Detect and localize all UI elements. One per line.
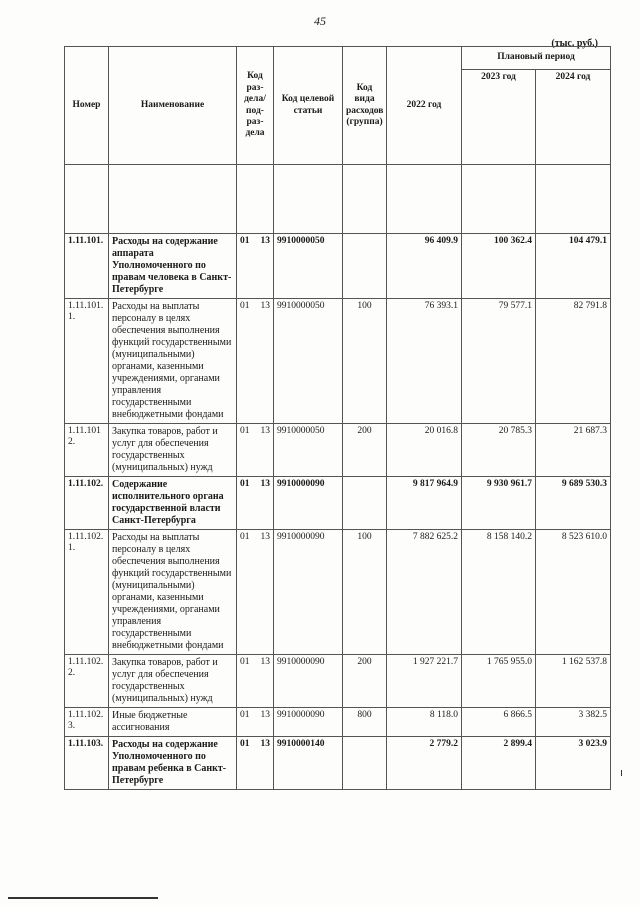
table-body [65,234,611,790]
row-number: 1.11.103. [65,737,109,790]
budget-table [64,46,611,790]
section-code: 01 [240,657,250,667]
section-code: 01 [240,739,250,749]
row-name: Расходы на выплаты персоналу в целях обеспечения выполнения функций государственными (муниципальными) органами, казенными учреждениями, органами управления государственными внебюджетными фондами [109,299,237,424]
row-target-code: 9910000090 [274,708,343,737]
subsection-code: 13 [260,739,270,749]
table-row [65,655,611,708]
row-amount-2023: 2 899.4 [462,737,536,790]
row-section-code [237,234,274,299]
row-expense-type: 100 [343,299,387,424]
row-target-code: 9910000090 [274,655,343,708]
section-code: 01 [240,532,250,542]
row-amount-2022: 76 393.1 [387,299,462,424]
table-row [65,530,611,655]
row-amount-2024: 104 479.1 [536,234,611,299]
table-row [65,234,611,299]
col-header-planned-period: Плановый период [462,47,611,70]
row-section-code [237,737,274,790]
subsection-code: 13 [260,426,270,436]
col-header-section: Код раз-дела/ под-раз-дела [237,47,274,165]
row-number: 1.11.102. 2. [65,655,109,708]
row-section-code [237,708,274,737]
section-code: 01 [240,479,250,489]
row-name: Иные бюджетные ассигнования [109,708,237,737]
row-name: Содержание исполнительного органа государственной власти Санкт-Петербурга [109,477,237,530]
row-amount-2022: 8 118.0 [387,708,462,737]
row-amount-2023: 100 362.4 [462,234,536,299]
row-expense-type [343,477,387,530]
row-expense-type: 800 [343,708,387,737]
row-name: Расходы на содержание Уполномоченного по правам ребенка в Санкт-Петербурге [109,737,237,790]
header-row-top [65,47,611,70]
table-row [65,477,611,530]
row-amount-2024: 3 382.5 [536,708,611,737]
row-amount-2022: 96 409.9 [387,234,462,299]
subsection-code: 13 [260,532,270,542]
row-expense-type: 200 [343,424,387,477]
page-number: 45 [314,14,326,28]
row-amount-2023: 8 158 140.2 [462,530,536,655]
row-amount-2022: 1 927 221.7 [387,655,462,708]
unit-note: (тыс. руб.) [551,38,598,49]
row-amount-2022: 2 779.2 [387,737,462,790]
row-number: 1.11.101. 1. [65,299,109,424]
row-amount-2024: 3 023.9 [536,737,611,790]
row-amount-2023: 9 930 961.7 [462,477,536,530]
row-name: Расходы на выплаты персоналу в целях обеспечения выполнения функций государственными (муниципальными) органами, казенными учреждениями, органами управления государственными внебюджетными фондами [109,530,237,655]
subsection-code: 13 [260,236,270,246]
table-row [65,299,611,424]
row-section-code [237,655,274,708]
row-target-code: 9910000050 [274,299,343,424]
row-amount-2024: 9 689 530.3 [536,477,611,530]
margin-mark [621,770,622,776]
row-amount-2024: 21 687.3 [536,424,611,477]
subsection-code: 13 [260,479,270,489]
row-amount-2023: 6 866.5 [462,708,536,737]
row-target-code: 9910000050 [274,424,343,477]
row-expense-type: 100 [343,530,387,655]
row-expense-type [343,234,387,299]
col-header-2023: 2023 год [462,70,536,165]
row-amount-2022: 20 016.8 [387,424,462,477]
row-amount-2023: 1 765 955.0 [462,655,536,708]
row-amount-2023: 79 577.1 [462,299,536,424]
row-target-code: 9910000090 [274,477,343,530]
row-amount-2024: 8 523 610.0 [536,530,611,655]
row-amount-2022: 9 817 964.9 [387,477,462,530]
section-code: 01 [240,236,250,246]
row-target-code: 9910000090 [274,530,343,655]
table-row [65,737,611,790]
row-section-code [237,424,274,477]
table-row [65,708,611,737]
row-target-code: 9910000140 [274,737,343,790]
col-header-2024: 2024 год [536,70,611,165]
table-row [65,424,611,477]
subsection-code: 13 [260,301,270,311]
row-number: 1.11.102. [65,477,109,530]
section-code: 01 [240,710,250,720]
subsection-code: 13 [260,657,270,667]
row-target-code: 9910000050 [274,234,343,299]
footer-rule [8,897,158,899]
col-header-number: Номер [65,47,109,165]
section-code: 01 [240,426,250,436]
header-spacer-row [65,165,611,234]
row-name: Закупка товаров, работ и услуг для обеспечения государственных (муниципальных) нужд [109,424,237,477]
row-amount-2024: 1 162 537.8 [536,655,611,708]
col-header-target: Код целевой статьи [274,47,343,165]
row-number: 1.11.102. 3. [65,708,109,737]
subsection-code: 13 [260,710,270,720]
col-header-2022: 2022 год [387,47,462,165]
section-code: 01 [240,301,250,311]
row-name: Расходы на содержание аппарата Уполномоченного по правам человека в Санкт-Петербурге [109,234,237,299]
row-expense-type [343,737,387,790]
row-name: Закупка товаров, работ и услуг для обеспечения государственных (муниципальных) нужд [109,655,237,708]
row-section-code [237,299,274,424]
row-amount-2022: 7 882 625.2 [387,530,462,655]
row-expense-type: 200 [343,655,387,708]
row-amount-2024: 82 791.8 [536,299,611,424]
row-amount-2023: 20 785.3 [462,424,536,477]
row-section-code [237,477,274,530]
col-header-name: Наименование [109,47,237,165]
row-section-code [237,530,274,655]
row-number: 1.11.101 2. [65,424,109,477]
col-header-expense-type: Код вида расходов (группа) [343,47,387,165]
row-number: 1.11.101. [65,234,109,299]
row-number: 1.11.102. 1. [65,530,109,655]
